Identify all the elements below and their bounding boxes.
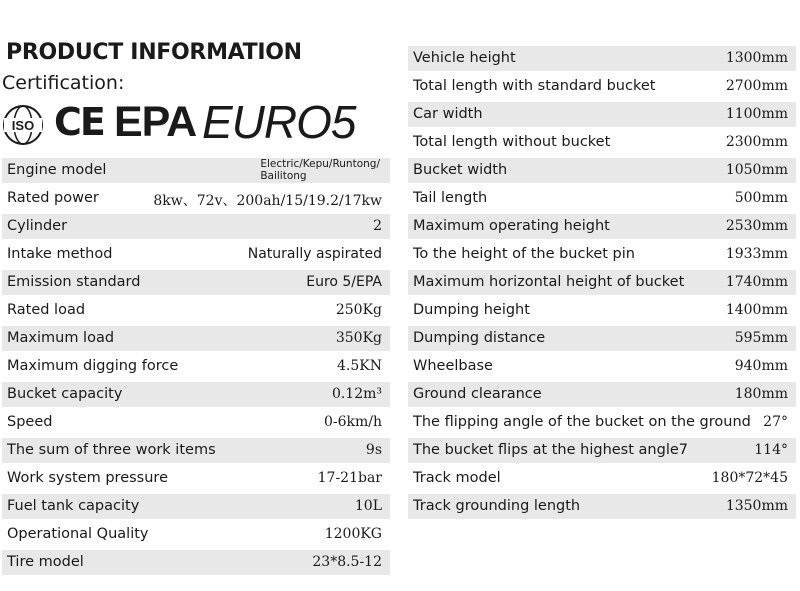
spec-row [2,242,390,267]
spec-value: 1350mm [725,498,788,514]
spec-row [408,466,796,491]
spec-row [2,158,390,183]
spec-value: Euro 5/EPA [306,274,382,290]
spec-label: Maximum horizontal height of bucket [413,274,685,290]
spec-label: Wheelbase [413,358,493,374]
spec-row [2,354,390,379]
spec-value: 940mm [734,358,788,374]
spec-value: 8kw、72v、200ah/15/19.2/17kw [153,193,382,209]
spec-value: 250Kg [335,302,382,318]
spec-value: 180mm [734,386,788,402]
spec-row [2,298,390,323]
spec-value: 10L [354,498,382,514]
spec-row [2,186,390,211]
spec-label: The flipping angle of the bucket on the ground [413,414,751,430]
spec-value: 500mm [734,190,788,206]
spec-label: Engine model [7,162,107,178]
spec-row [2,494,390,519]
spec-row [2,438,390,463]
spec-row [2,214,390,239]
spec-label: Maximum digging force [7,358,179,374]
spec-row [408,494,796,519]
spec-label: The sum of three work items [7,442,216,458]
spec-label: Work system pressure [7,470,168,486]
spec-row [408,158,796,183]
spec-value: 1100mm [725,106,788,122]
spec-label: Track model [413,470,501,486]
spec-label: Track grounding length [413,498,581,514]
epa-logo: EPA [114,98,197,146]
spec-row [408,270,796,295]
spec-value: 17-21bar [317,470,382,486]
spec-label: Vehicle height [413,50,516,66]
spec-value: 9s [365,442,382,458]
spec-row [2,522,390,547]
certification-logos [2,96,402,154]
spec-label: Rated load [7,302,86,318]
spec-row [408,410,796,435]
spec-label: Dumping height [413,302,530,318]
spec-value: 0-6km/h [323,414,382,430]
iso-logo-text: ISO [11,118,35,133]
spec-label: Emission standard [7,274,141,290]
spec-value: 2700mm [725,78,788,94]
spec-row [408,438,796,463]
spec-label: Bucket width [413,162,508,178]
spec-value: 2530mm [725,218,788,234]
spec-label: Tire model [7,554,84,570]
spec-label: Intake method [7,246,113,262]
spec-row [408,46,796,71]
spec-row [2,466,390,491]
spec-value: 350Kg [335,330,382,346]
spec-label: Cylinder [7,218,68,234]
spec-label: Fuel tank capacity [7,498,140,514]
spec-value: 0.12m³ [331,386,382,402]
spec-label: Tail length [413,190,488,206]
spec-value: 4.5KN [337,358,382,374]
euro5-logo: EURO5 [202,96,356,148]
spec-row [408,326,796,351]
spec-label: Total length with standard bucket [413,78,656,94]
ce-logo: CE [54,100,104,144]
certification-label: Certification: [2,72,125,94]
spec-row [2,410,390,435]
spec-value: 1050mm [725,162,788,178]
spec-label: The bucket flips at the highest angle7 [413,442,688,458]
spec-label: Maximum load [7,330,115,346]
spec-value: 2 [373,218,382,234]
page-title: PRODUCT INFORMATION [6,40,302,65]
spec-label: Speed [7,414,53,430]
spec-label: Operational Quality [7,526,149,542]
spec-label: Total length without bucket [413,134,611,150]
iso-logo-icon [2,104,44,146]
spec-row [408,298,796,323]
spec-value: 23*8.5-12 [312,554,382,570]
spec-value: 1933mm [725,246,788,262]
spec-value: 180*72*45 [711,470,788,486]
spec-label: Maximum operating height [413,218,610,234]
spec-row [408,382,796,407]
spec-label: Rated power [7,190,99,206]
spec-label: Car width [413,106,483,122]
spec-value: 2300mm [725,134,788,150]
spec-value: 27° [763,414,788,430]
spec-value: 1300mm [725,50,788,66]
spec-value: 1400mm [725,302,788,318]
spec-value: 1740mm [725,274,788,290]
spec-label: Ground clearance [413,386,542,402]
spec-row [408,130,796,155]
spec-label: Bucket capacity [7,386,123,402]
spec-row [2,326,390,351]
spec-row [2,270,390,295]
spec-row [408,186,796,211]
spec-value: Naturally aspirated [247,246,382,262]
spec-row [408,242,796,267]
spec-label: To the height of the bucket pin [413,246,635,262]
spec-row [408,354,796,379]
spec-row [2,550,390,575]
right-spec-table [408,46,796,522]
spec-value: 114° [754,442,788,458]
spec-label: Dumping distance [413,330,546,346]
spec-row [2,382,390,407]
spec-row [408,214,796,239]
spec-value: 595mm [734,330,788,346]
left-spec-table [2,158,390,578]
spec-row [408,102,796,127]
spec-value: 1200KG [324,526,382,542]
spec-row [408,74,796,99]
spec-value: Electric/Kepu/Runtong/ Bailitong [260,158,380,182]
